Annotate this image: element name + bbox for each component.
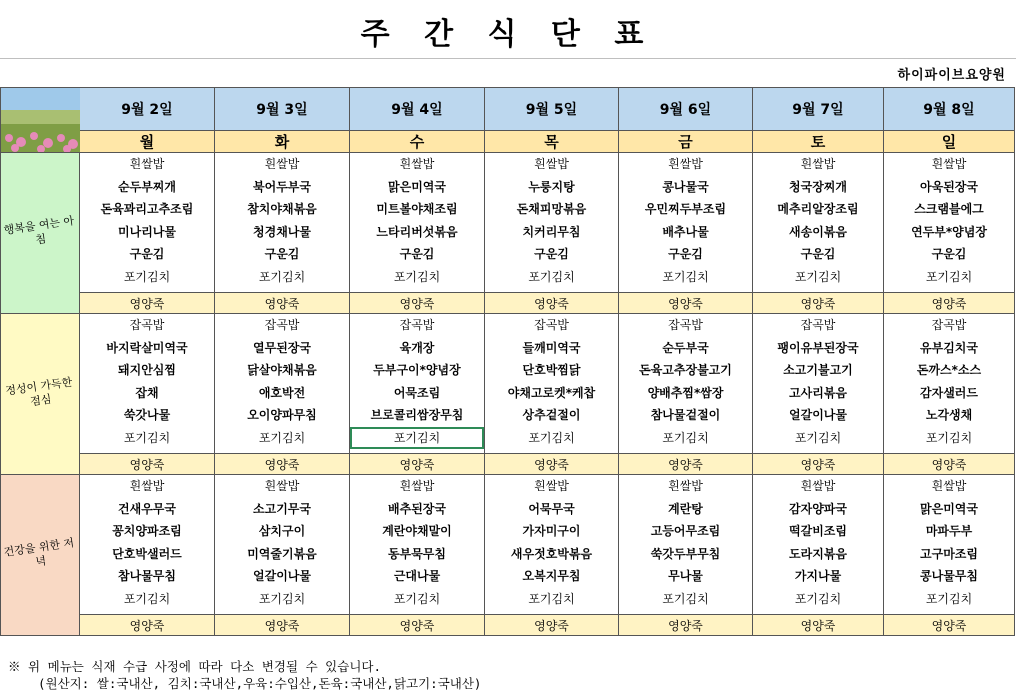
dish-item: 스크램블에그: [914, 202, 984, 216]
dish-item: 얼갈이나물: [253, 569, 311, 583]
dish-item: 어묵무국: [528, 501, 575, 516]
rice-item: 흰쌀밥: [931, 479, 967, 493]
weekly-menu-table: [0, 87, 1015, 636]
dish-item: 가지나물: [794, 569, 842, 583]
dish-item: 새송이볶음: [789, 224, 847, 239]
kimchi-item: 포기김치: [393, 269, 441, 284]
dish-item: 양배추찜*쌈장: [647, 385, 724, 400]
porridge-cell[interactable]: 영양죽: [80, 293, 215, 314]
lunch-menu-cell[interactable]: [884, 314, 1015, 454]
dish-item: 단호박찜닭: [522, 363, 581, 377]
dish-item: 쑥갓나물: [123, 408, 171, 422]
dish-item: 두부구이*양념장: [373, 363, 461, 377]
kimchi-item: 포기김치: [350, 427, 484, 450]
rice-item: 잡곡밥: [129, 318, 165, 332]
lunch-menu-cell[interactable]: [485, 314, 619, 454]
dish-item: 맑은미역국: [920, 501, 978, 516]
porridge-cell[interactable]: 영양죽: [753, 454, 884, 475]
dish-item: 동부묵무침: [388, 546, 446, 561]
porridge-cell[interactable]: 영양죽: [80, 615, 215, 636]
rice-item: 잡곡밥: [800, 318, 836, 332]
dish-item: 콩나물국: [662, 179, 709, 194]
dish-item: 고구마조림: [920, 546, 978, 561]
dish-item: 상추겉절이: [522, 408, 581, 422]
breakfast-menu-cell[interactable]: [619, 153, 753, 293]
date-header: 9월 8일: [884, 88, 1015, 131]
landscape-photo: [1, 88, 80, 153]
kimchi-item: 포기김치: [258, 269, 306, 284]
rice-item: 흰쌀밥: [129, 157, 165, 171]
rice-item: 흰쌀밥: [668, 157, 703, 171]
porridge-cell[interactable]: 영양죽: [619, 454, 753, 475]
breakfast-label: [1, 153, 80, 314]
dish-item: 떡갈비조림: [789, 524, 847, 538]
meal-label-text: 정성이 가득한 점심: [4, 375, 74, 409]
rice-item: 잡곡밥: [668, 318, 703, 332]
dinner-menu-cell[interactable]: [80, 475, 215, 615]
kimchi-item: 포기김치: [662, 591, 709, 606]
dinner-menu-cell[interactable]: [753, 475, 884, 615]
dish-item: 열무된장국: [253, 340, 311, 355]
dish-item: 참치야채볶음: [247, 202, 317, 216]
weekday-header: 일: [884, 131, 1015, 153]
dish-item: 도라지볶음: [789, 546, 847, 561]
breakfast-menu-cell[interactable]: [80, 153, 215, 293]
porridge-cell[interactable]: 영양죽: [753, 615, 884, 636]
dish-item: 아욱된장국: [920, 179, 978, 194]
rice-item: 흰쌀밥: [800, 157, 836, 171]
date-header: 9월 2일: [80, 88, 215, 131]
kimchi-item: 포기김치: [794, 269, 842, 284]
breakfast-menu-cell[interactable]: [350, 153, 485, 293]
rice-item: 흰쌀밥: [800, 479, 836, 493]
dish-item: 소고기불고기: [783, 363, 853, 377]
dish-item: 콩나물무침: [920, 569, 978, 583]
weekday-header: 토: [753, 131, 884, 153]
dish-item: 메추리알장조림: [777, 202, 859, 216]
rice-item: 흰쌀밥: [931, 157, 967, 171]
rice-item: 흰쌀밥: [534, 157, 569, 171]
lunch-menu-cell[interactable]: [80, 314, 215, 454]
lunch-menu-cell[interactable]: [215, 314, 350, 454]
dish-item: 꽁치양파조림: [112, 524, 182, 538]
dish-item: 소고기무국: [253, 501, 311, 516]
dish-item: 돈까스*소스: [916, 363, 982, 377]
kimchi-item: 포기김치: [794, 430, 842, 445]
dinner-menu-cell[interactable]: [884, 475, 1015, 615]
kimchi-item: 포기김치: [123, 591, 171, 606]
weekday-header: 월: [80, 131, 215, 153]
dish-item: 어묵조림: [393, 385, 441, 400]
kimchi-item: 포기김치: [794, 591, 842, 606]
rice-item: 잡곡밥: [534, 318, 569, 332]
dinner-menu-cell[interactable]: [485, 475, 619, 615]
rice-item: 흰쌀밥: [264, 157, 300, 171]
lunch-menu-cell[interactable]: [350, 314, 485, 454]
porridge-cell[interactable]: 영양죽: [485, 454, 619, 475]
breakfast-menu-cell[interactable]: [884, 153, 1015, 293]
dish-item: 미나리나물: [118, 224, 176, 239]
rice-item: 흰쌀밥: [129, 479, 165, 493]
porridge-cell[interactable]: 영양죽: [884, 293, 1015, 314]
dish-item: 애호박전: [258, 385, 306, 400]
porridge-cell[interactable]: 영양죽: [215, 615, 350, 636]
kimchi-item: 포기김치: [528, 591, 575, 606]
dish-item: 얼갈이나물: [789, 408, 847, 422]
dish-item: 구운김: [129, 247, 165, 261]
dish-item: 누룽지탕: [528, 179, 575, 194]
kimchi-item: 포기김치: [393, 591, 441, 606]
kimchi-item: 포기김치: [925, 269, 973, 284]
organization-name: 하이파이브요양원: [897, 68, 1006, 83]
dish-item: 맑은미역국: [388, 179, 446, 194]
porridge-cell[interactable]: 영양죽: [884, 615, 1015, 636]
dish-item: 닭살야채볶음: [247, 363, 317, 377]
kimchi-item: 포기김치: [123, 269, 171, 284]
rice-item: 잡곡밥: [931, 318, 967, 332]
kimchi-item: 포기김치: [258, 430, 306, 445]
dish-item: 배추된장국: [388, 501, 446, 516]
kimchi-item: 포기김치: [123, 430, 171, 445]
date-header: 9월 5일: [485, 88, 619, 131]
dish-item: 북어두부국: [253, 179, 311, 194]
dish-item: 야채고로켓*케찹: [507, 385, 596, 400]
dish-item: 구운김: [399, 247, 435, 261]
kimchi-item: 포기김치: [662, 430, 709, 445]
menu-title-bar: [0, 0, 1016, 59]
breakfast-menu-cell[interactable]: [485, 153, 619, 293]
porridge-cell[interactable]: 영양죽: [350, 293, 485, 314]
rice-item: 잡곡밥: [264, 318, 300, 332]
weekday-header: 화: [215, 131, 350, 153]
dish-item: 들깨미역국: [522, 340, 581, 355]
menu-change-notice: ※ 위 메뉴는 식재 수급 사정에 따라 다소 변경될 수 있습니다.: [8, 659, 382, 674]
dish-item: 순두부국: [662, 340, 709, 355]
dinner-menu-cell[interactable]: [350, 475, 485, 615]
dish-item: 삼치구이: [258, 524, 306, 538]
dinner-menu-cell[interactable]: [619, 475, 753, 615]
dish-item: 참나물무침: [118, 569, 176, 583]
kimchi-item: 포기김치: [528, 430, 575, 445]
dish-item: 단호박샐러드: [112, 546, 182, 561]
porridge-cell[interactable]: 영양죽: [215, 454, 350, 475]
kimchi-item: 포기김치: [925, 430, 973, 445]
rice-item: 흰쌀밥: [264, 479, 300, 493]
porridge-cell[interactable]: 영양죽: [485, 615, 619, 636]
meal-label-text: 행복을 여는 아침: [3, 214, 75, 247]
footnote: [8, 658, 481, 692]
lunch-menu-cell[interactable]: [753, 314, 884, 454]
porridge-cell[interactable]: 영양죽: [753, 293, 884, 314]
porridge-cell[interactable]: 영양죽: [619, 293, 753, 314]
dish-item: 무나물: [668, 569, 703, 583]
rice-item: 흰쌀밥: [668, 479, 703, 493]
dish-item: 건새우무국: [118, 501, 176, 516]
rice-item: 흰쌀밥: [399, 157, 435, 171]
page-title: 주 간 식 단 표: [360, 17, 656, 52]
dish-item: 돈육꽈리고추조림: [100, 202, 194, 216]
date-header: 9월 6일: [619, 88, 753, 131]
rice-item: 흰쌀밥: [399, 479, 435, 493]
dish-item: 구운김: [534, 247, 569, 261]
porridge-cell[interactable]: 영양죽: [619, 615, 753, 636]
date-header: 9월 3일: [215, 88, 350, 131]
dish-item: 참나물겉절이: [650, 408, 721, 422]
dish-item: 고등어무조림: [650, 524, 721, 538]
porridge-cell[interactable]: 영양죽: [485, 293, 619, 314]
dish-item: 계란탕: [668, 501, 703, 516]
dish-item: 미역줄기볶음: [247, 546, 317, 561]
dinner-label: [1, 475, 80, 636]
dish-item: 쑥갓두부무침: [650, 546, 721, 561]
dish-item: 노각생채: [925, 408, 973, 422]
dish-item: 구운김: [931, 247, 967, 261]
dish-item: 미트볼야채조림: [376, 202, 458, 216]
dish-item: 새우젓호박볶음: [510, 546, 593, 561]
dish-item: 연두부*양념장: [911, 224, 987, 239]
kimchi-item: 포기김치: [258, 591, 306, 606]
dish-item: 브로콜리쌈장무침: [370, 408, 464, 422]
breakfast-menu-cell[interactable]: [753, 153, 884, 293]
weekday-header: 금: [619, 131, 753, 153]
meal-label-text: 건강을 위한 저녁: [3, 536, 75, 569]
date-header: 9월 7일: [753, 88, 884, 131]
kimchi-item: 포기김치: [662, 269, 709, 284]
weekday-header: 수: [350, 131, 485, 153]
porridge-cell[interactable]: 영양죽: [80, 454, 215, 475]
dish-item: 느타리버섯볶음: [376, 224, 458, 239]
dish-item: 돈채피망볶음: [516, 202, 587, 216]
dish-item: 감자샐러드: [920, 385, 978, 400]
porridge-cell[interactable]: 영양죽: [215, 293, 350, 314]
breakfast-menu-cell[interactable]: [215, 153, 350, 293]
dish-item: 배추나물: [662, 224, 709, 239]
dish-item: 돼지안심찜: [118, 363, 176, 377]
rice-item: 흰쌀밥: [534, 479, 569, 493]
dish-item: 오이양파무침: [247, 408, 317, 422]
dish-item: 팽이유부된장국: [777, 340, 859, 355]
origin-notice: (원산지: 쌀:국내산, 김치:국내산,우육:수입산,돈육:국내산,닭고기:국내산): [38, 676, 482, 691]
dish-item: 청경채나물: [253, 224, 311, 239]
dish-item: 유부김치국: [920, 340, 978, 355]
dish-item: 마파두부: [925, 524, 973, 538]
lunch-menu-cell[interactable]: [619, 314, 753, 454]
dish-item: 근대나물: [393, 569, 441, 583]
dish-item: 순두부찌개: [118, 179, 176, 194]
kimchi-item: 포기김치: [925, 591, 973, 606]
kimchi-item: 포기김치: [528, 269, 575, 284]
dish-item: 고사리볶음: [789, 385, 847, 400]
date-header: 9월 4일: [350, 88, 485, 131]
porridge-cell[interactable]: 영양죽: [884, 454, 1015, 475]
weekday-header: 목: [485, 131, 619, 153]
rice-item: 잡곡밥: [399, 318, 435, 332]
dish-item: 육개장: [399, 340, 435, 355]
dish-item: 구운김: [800, 247, 836, 261]
porridge-cell[interactable]: 영양죽: [350, 454, 485, 475]
dish-item: 치커리무침: [522, 224, 581, 239]
dish-item: 계란야채말이: [382, 524, 452, 538]
dinner-menu-cell[interactable]: [215, 475, 350, 615]
dish-item: 우민찌두부조림: [644, 202, 727, 216]
dish-item: 구운김: [668, 247, 703, 261]
dish-item: 바지락살미역국: [106, 340, 188, 355]
dish-item: 돈육고추장불고기: [639, 363, 732, 377]
dish-item: 가자미구이: [522, 524, 581, 538]
dish-item: 청국장찌개: [789, 179, 847, 194]
lunch-label: [1, 314, 80, 475]
dish-item: 잡채: [135, 385, 159, 400]
porridge-cell[interactable]: 영양죽: [350, 615, 485, 636]
dish-item: 구운김: [264, 247, 300, 261]
dish-item: 오복지무침: [522, 569, 581, 583]
dish-item: 감자양파국: [789, 501, 847, 516]
